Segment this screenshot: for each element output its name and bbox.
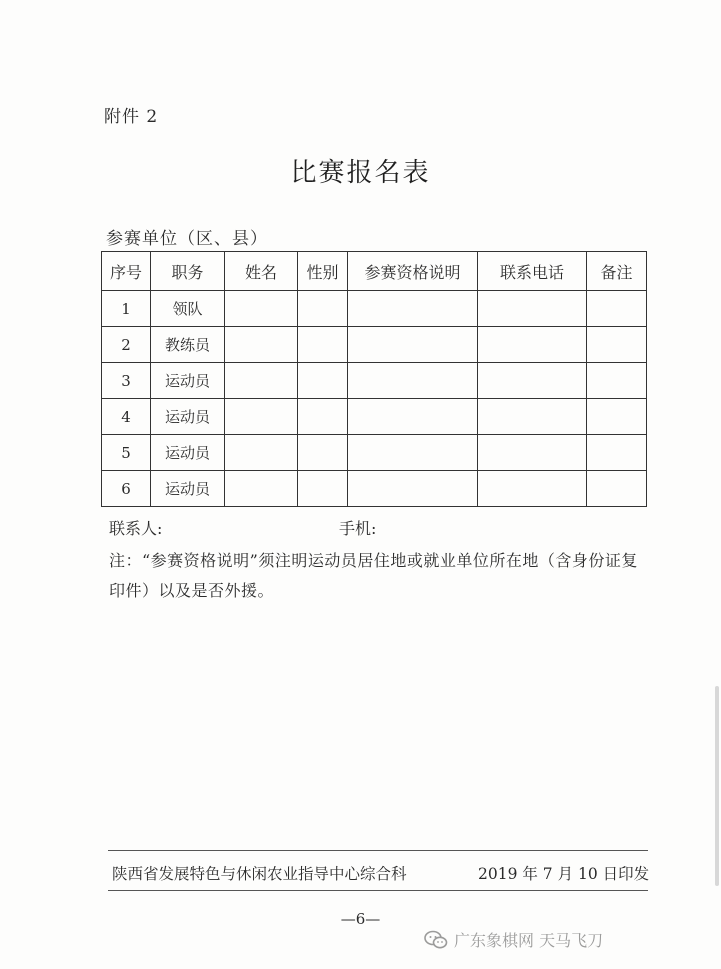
gender-cell [298, 399, 348, 435]
page-title: 比赛报名表 [290, 158, 431, 188]
wechat-icon [424, 930, 448, 950]
footer-divider-top [108, 850, 648, 851]
row-role: 运动员 [151, 363, 225, 399]
issuer-text: 陕西省发展特色与休闲农业指导中心综合科 [112, 865, 407, 883]
page-number: —6— [340, 910, 381, 928]
table-row [102, 399, 647, 435]
name-cell [225, 291, 298, 327]
table-row [102, 327, 647, 363]
qualification-cell [348, 471, 478, 507]
remarks-cell [587, 399, 647, 435]
table-row [102, 471, 647, 507]
table-row [102, 363, 647, 399]
name-cell [225, 399, 298, 435]
row-role: 运动员 [151, 435, 225, 471]
column-header: 职务 [151, 252, 225, 291]
issue-date: 2019 年 7 月 10 日印发 [478, 865, 650, 883]
remarks-cell [587, 471, 647, 507]
row-role: 运动员 [151, 471, 225, 507]
scrollbar[interactable] [715, 686, 719, 886]
column-header: 性别 [298, 252, 348, 291]
name-cell [225, 471, 298, 507]
phone-cell [478, 435, 587, 471]
row-number: 3 [102, 363, 151, 399]
column-header: 联系电话 [478, 252, 587, 291]
qualification-cell [348, 435, 478, 471]
row-role: 教练员 [151, 327, 225, 363]
column-header: 序号 [102, 252, 151, 291]
table-row [102, 291, 647, 327]
row-number: 6 [102, 471, 151, 507]
registration-table [101, 251, 647, 507]
remarks-cell [587, 363, 647, 399]
table-header-row [102, 252, 647, 291]
phone-cell [478, 399, 587, 435]
qualification-cell [348, 399, 478, 435]
row-number: 1 [102, 291, 151, 327]
qualification-cell [348, 291, 478, 327]
note-text: 注：“参赛资格说明”须注明运动员居住地或就业单位所在地（含身份证复印件）以及是否外援。 [109, 551, 638, 600]
unit-label: 参赛单位（区、县） [106, 229, 268, 249]
qualification-cell [348, 327, 478, 363]
qualification-cell [348, 363, 478, 399]
attachment-label: 附件 2 [104, 107, 159, 127]
phone-cell [478, 363, 587, 399]
column-header: 姓名 [225, 252, 298, 291]
row-role: 领队 [151, 291, 225, 327]
contact-person-label: 联系人: [109, 519, 163, 538]
gender-cell [298, 471, 348, 507]
remarks-cell [587, 435, 647, 471]
name-cell [225, 363, 298, 399]
remarks-cell [587, 291, 647, 327]
column-header: 参赛资格说明 [348, 252, 478, 291]
name-cell [225, 327, 298, 363]
footer-divider-bottom [108, 890, 648, 891]
gender-cell [298, 363, 348, 399]
gender-cell [298, 435, 348, 471]
watermark-text: 广东象棋网 天马飞刀 [454, 931, 604, 950]
gender-cell [298, 291, 348, 327]
phone-cell [478, 471, 587, 507]
gender-cell [298, 327, 348, 363]
mobile-label: 手机: [339, 519, 377, 538]
row-number: 2 [102, 327, 151, 363]
phone-cell [478, 291, 587, 327]
row-role: 运动员 [151, 399, 225, 435]
phone-cell [478, 327, 587, 363]
row-number: 5 [102, 435, 151, 471]
remarks-cell [587, 327, 647, 363]
row-number: 4 [102, 399, 151, 435]
watermark [424, 928, 603, 951]
name-cell [225, 435, 298, 471]
column-header: 备注 [587, 252, 647, 291]
table-row [102, 435, 647, 471]
